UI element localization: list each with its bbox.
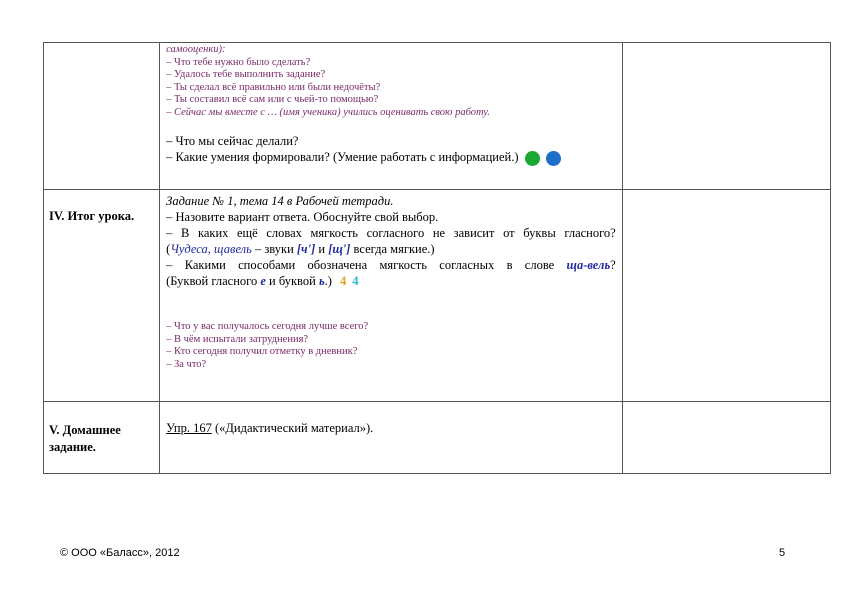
text: всегда мягкие.) <box>350 242 435 256</box>
question-line: – Кто сегодня получил отметку в дневник? <box>166 346 358 357</box>
task-reference: Задание № 1, тема 14 в Рабочей тетради. <box>166 194 394 208</box>
sound-sch: [щ'] <box>328 242 351 256</box>
homework-line <box>166 420 616 436</box>
text: – звуки <box>251 242 297 256</box>
letter-soft-sign: ь <box>318 274 325 288</box>
notes-cell <box>622 43 830 190</box>
mark-orange: 4 <box>339 274 347 288</box>
stage-title <box>44 43 159 47</box>
footer-copyright: © ООО «Баласс», 2012 <box>60 547 180 559</box>
text: (Буквой гласного <box>166 274 261 288</box>
content-cell <box>160 402 623 474</box>
notes-cell <box>622 402 830 474</box>
question-text: – Какие умения формировали? (Умение работать с информацией.) <box>166 150 519 164</box>
answer-line <box>166 273 616 289</box>
table-row <box>44 402 831 474</box>
question-line: – Удалось тебе выполнить задание? <box>166 69 326 80</box>
text: – Какими способами обозначена мягкость согласных в слове <box>166 258 567 272</box>
notes-cell <box>622 190 830 402</box>
question-line: – За что? <box>166 358 207 370</box>
question-line: – Назовите вариант ответа. Обоснуйте свой выбор. <box>166 210 439 224</box>
question-line: – Что мы сейчас делали? <box>166 134 299 148</box>
stage-title: V. Домашнее задание. <box>49 423 121 454</box>
stage-title: IV. Итог урока. <box>49 209 135 223</box>
table-row <box>44 43 831 190</box>
green-circle-icon <box>525 151 540 166</box>
text: («Дидактический материал»). <box>211 421 374 435</box>
question-line: – Сейчас мы вместе с … (имя ученика) учились оценивать свою работу. <box>166 106 490 118</box>
mark-cyan: 4 <box>352 274 359 288</box>
text: и <box>315 242 329 256</box>
lesson-plan-table <box>43 42 831 474</box>
page-number: 5 <box>779 547 786 559</box>
text: ( <box>166 242 171 256</box>
question-line: – Ты сделал всё правильно или были недочёты? <box>166 81 381 93</box>
content-cell <box>160 190 623 402</box>
letter-e: е <box>260 274 266 288</box>
exercise-link[interactable]: Упр. 167 <box>166 421 212 435</box>
text: ? <box>610 258 616 272</box>
content-cell <box>160 43 623 190</box>
stage-cell <box>44 402 160 474</box>
example-words: Чудеса, щавель <box>170 242 252 256</box>
text: и буквой <box>265 274 319 288</box>
self-assessment-heading: самооценки): <box>166 44 226 55</box>
question-line: – Что тебе нужно было сделать? <box>166 56 311 68</box>
question-line: – Что у вас получалось сегодня лучше всего? <box>166 321 369 332</box>
text: .) <box>324 274 332 288</box>
question-line: – В чём испытали затруднения? <box>166 333 309 345</box>
question-line <box>166 149 616 166</box>
question-line: – Ты составил всё сам или с чьей-то помощью? <box>166 94 379 105</box>
question-line: – В каких ещё словах мягкость согласного не зависит от буквы гласного? <box>166 226 616 240</box>
question-line <box>166 257 616 273</box>
blue-circle-icon <box>546 151 561 166</box>
sound-ch: [ч'] <box>296 242 316 256</box>
stage-cell <box>44 43 160 190</box>
table-row <box>44 190 831 402</box>
stage-cell <box>44 190 160 402</box>
example-word: ща-вель <box>566 258 611 272</box>
answer-line <box>166 241 616 257</box>
